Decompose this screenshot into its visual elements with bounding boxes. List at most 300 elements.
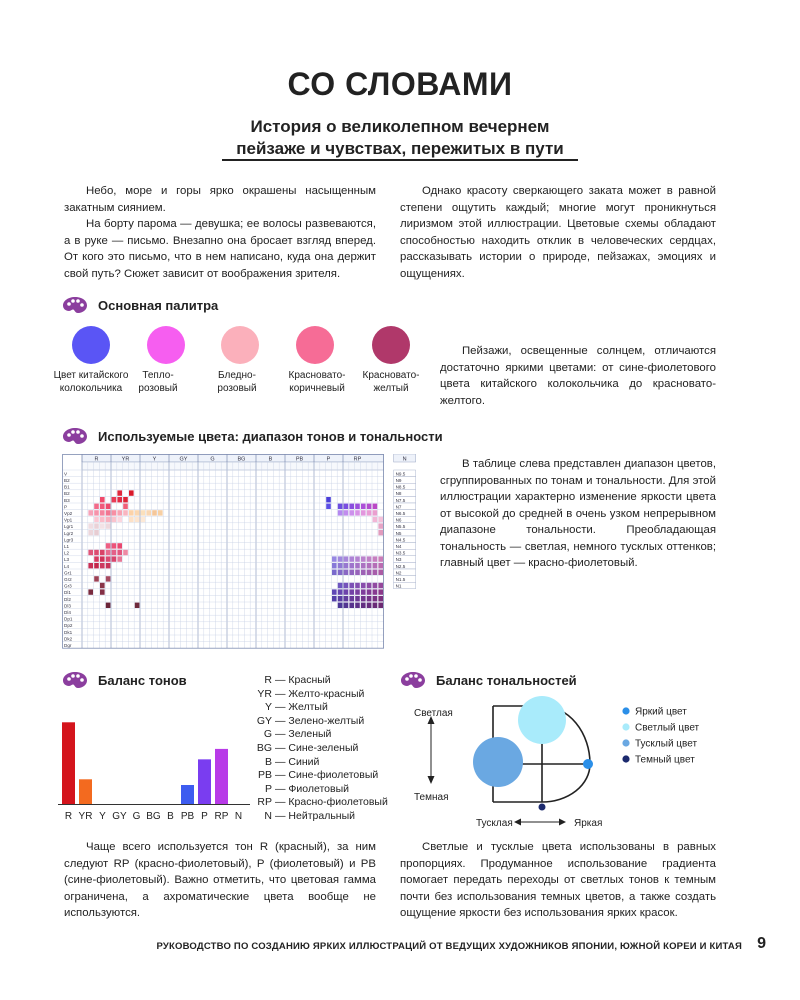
- color-cell: [361, 596, 366, 601]
- color-cell: [367, 563, 372, 568]
- row-label: Dp2: [64, 623, 73, 629]
- color-cell: [100, 583, 105, 588]
- color-cell: [378, 583, 383, 588]
- color-cell: [100, 563, 105, 568]
- hue-balance-description: [64, 839, 376, 922]
- color-cell: [94, 563, 99, 568]
- palette-text: Пейзажи, освещенные солнцем, отличаются достаточно яркими цветами: от сине-фиолетового цвета китайского колокольчика до красновато-желтого.: [440, 345, 716, 407]
- legend-light-dot: [622, 723, 629, 730]
- color-cell: [106, 603, 111, 608]
- color-cell: [361, 556, 366, 561]
- bar-yr: [79, 779, 92, 804]
- neutral-header-label: N: [402, 456, 407, 463]
- label-light: Светлая: [414, 708, 453, 719]
- arrow-right-icon: [559, 819, 566, 826]
- hue-header-y: Y: [152, 456, 157, 463]
- hue-legend-row: [240, 810, 390, 824]
- row-label: L4: [64, 563, 70, 569]
- neutral-label: N3: [395, 557, 402, 563]
- intro-right-column: [400, 183, 716, 282]
- color-cell: [332, 570, 337, 575]
- neutral-label: N9.5: [395, 471, 406, 477]
- row-label: B3: [64, 497, 70, 503]
- color-cell: [349, 596, 354, 601]
- color-cell: [112, 556, 117, 561]
- bar-p: [198, 759, 211, 804]
- hue-legend-row: [240, 728, 390, 742]
- label-bright: Яркая: [574, 818, 603, 829]
- neutral-label: N7: [395, 504, 402, 510]
- row-label: Gr1: [64, 570, 72, 576]
- row-label: Lgr3: [64, 537, 74, 543]
- color-cell: [326, 497, 331, 502]
- color-cell: [378, 596, 383, 601]
- hue-legend-name: — Синий: [275, 755, 320, 768]
- color-cell: [355, 583, 360, 588]
- hue-legend-row: [240, 715, 390, 729]
- row-label: Dl4: [64, 610, 71, 615]
- row-label: Dp1: [64, 616, 73, 622]
- hue-legend-code: GY: [256, 714, 272, 727]
- color-cell: [367, 556, 372, 561]
- hue-legend-name: — Красно-фиолетовый: [275, 796, 388, 809]
- color-cell: [332, 596, 337, 601]
- row-label: Lgr1: [64, 524, 74, 530]
- color-cell: [378, 517, 383, 522]
- neutral-label: N5: [395, 530, 402, 536]
- tones-title-text: Используемые цвета: диапазон тонов и тональности: [98, 428, 443, 444]
- color-cell: [338, 563, 343, 568]
- color-cell: [378, 523, 383, 528]
- row-label: P: [64, 504, 68, 510]
- color-cell: [141, 517, 146, 522]
- hue-legend-code: YR: [257, 687, 272, 700]
- row-label: Dk2: [64, 636, 73, 642]
- dark-color-marker: [539, 804, 546, 811]
- palette-icon: [400, 671, 426, 689]
- hue-header-p: P: [326, 456, 331, 463]
- intro-left-column: [64, 183, 376, 282]
- intro-left-para-2: На борту парома — девушка; ее волосы развеваются, а в руке — письмо. Внезапно она бросает взгляд вперед. От кого это письмо, что в нем написано, куда она держит свой путь? Сюжет зависит от воображения зрителя.: [64, 218, 376, 280]
- color-cell: [332, 556, 337, 561]
- hue-legend-row: [240, 742, 390, 756]
- color-cell: [123, 550, 128, 555]
- swatch-label: Красновато-желтый: [362, 370, 420, 394]
- neutral-label: N2.5: [395, 563, 406, 569]
- neutral-label: N4.5: [395, 537, 406, 543]
- hue-legend-code: P: [264, 782, 272, 795]
- intro-left-para-1: Небо, море и горы ярко окрашены насыщенным закатным сиянием.: [64, 185, 376, 214]
- color-cell: [94, 576, 99, 581]
- color-cell: [123, 504, 128, 509]
- color-cell: [117, 490, 122, 495]
- hue-header-pb: PB: [295, 456, 304, 463]
- color-cell: [355, 589, 360, 594]
- neutral-label: N7.5: [395, 497, 406, 503]
- color-cell: [355, 570, 360, 575]
- hue-header-yr: YR: [121, 456, 130, 463]
- color-cell: [88, 563, 93, 568]
- tick-label-gy: GY: [112, 811, 127, 822]
- color-cell: [373, 570, 378, 575]
- subtitle-underline: [222, 159, 578, 161]
- legend-dull: Тусклый цвет: [635, 738, 698, 750]
- color-cell: [361, 570, 366, 575]
- hue-legend-name: — Сине-зеленый: [275, 741, 359, 754]
- color-cell: [100, 523, 105, 528]
- color-cell: [349, 583, 354, 588]
- neutral-label: N3.5: [395, 550, 406, 556]
- color-cell: [88, 510, 93, 515]
- color-cell: [367, 504, 372, 509]
- neutral-label: N1: [395, 583, 402, 589]
- tone-balance-title-text: Баланс тональностей: [436, 672, 577, 688]
- color-cell: [100, 504, 105, 509]
- color-cell: [94, 523, 99, 528]
- color-cell: [361, 603, 366, 608]
- color-cell: [355, 596, 360, 601]
- hue-legend-row: [240, 701, 390, 715]
- hue-legend: [240, 674, 390, 824]
- color-cell: [117, 497, 122, 502]
- palette-swatches: [53, 326, 420, 416]
- row-label: B2: [64, 491, 70, 497]
- hue-balance-chart: [58, 706, 250, 826]
- tones-description: [440, 456, 716, 572]
- bar-r: [62, 722, 75, 804]
- color-cell: [117, 517, 122, 522]
- color-cell: [349, 504, 354, 509]
- color-cell: [367, 570, 372, 575]
- row-label: L1: [64, 544, 70, 549]
- row-label: Gr2: [64, 577, 72, 582]
- color-cell: [367, 583, 372, 588]
- row-label: Vp2: [64, 511, 73, 516]
- color-cell: [88, 589, 93, 594]
- hue-legend-code: G: [263, 728, 272, 741]
- color-cell: [361, 563, 366, 568]
- light-color-marker: [518, 696, 566, 744]
- row-label: B2: [64, 478, 70, 483]
- label-dark: Темная: [414, 792, 449, 803]
- neutral-label: N9: [395, 478, 402, 483]
- color-cell: [344, 596, 349, 601]
- hue-legend-name: — Зеленый: [275, 728, 332, 741]
- color-cell: [378, 563, 383, 568]
- legend-dull-dot: [622, 739, 629, 746]
- palette-icon: [62, 427, 88, 445]
- color-cell: [152, 510, 157, 515]
- color-cell: [117, 510, 122, 515]
- color-cell: [94, 530, 99, 535]
- row-label: Dl2: [64, 596, 71, 602]
- color-cell: [112, 550, 117, 555]
- tick-label-rp: RP: [214, 811, 229, 822]
- row-label: Dl3: [64, 603, 71, 609]
- hue-legend-name: — Желто-красный: [275, 687, 365, 700]
- color-cell: [367, 510, 372, 515]
- row-label: Dk1: [64, 629, 73, 635]
- hue-header-gy: GY: [179, 456, 188, 463]
- color-cell: [349, 510, 354, 515]
- hue-legend-code: R: [264, 674, 272, 686]
- row-label: Gr3: [64, 583, 72, 589]
- color-cell: [106, 576, 111, 581]
- color-cell: [94, 556, 99, 561]
- color-cell: [344, 583, 349, 588]
- hue-header-b: B: [268, 456, 273, 463]
- hue-header-bg: BG: [237, 456, 246, 463]
- color-cell: [117, 543, 122, 548]
- neutral-label: N2: [395, 570, 402, 576]
- tone-balance-description: [400, 839, 716, 922]
- color-cell: [338, 570, 343, 575]
- neutral-label: N8: [395, 491, 402, 497]
- swatch-label: Цвет китайского колокольчика: [53, 370, 129, 394]
- color-cell: [88, 523, 93, 528]
- color-cell: [349, 589, 354, 594]
- color-cell: [344, 504, 349, 509]
- arrow-left-icon: [514, 819, 521, 826]
- color-cell: [129, 510, 134, 515]
- color-cell: [332, 589, 337, 594]
- color-cell: [378, 570, 383, 575]
- color-cell: [373, 517, 378, 522]
- tone-balance-diagram: [400, 694, 720, 834]
- color-cell: [141, 510, 146, 515]
- legend-dark-dot: [622, 755, 629, 762]
- legend-bright: Яркий цвет: [635, 706, 687, 718]
- palette-icon: [62, 671, 88, 689]
- tone-range-table: [62, 454, 434, 650]
- color-cell: [100, 556, 105, 561]
- color-cell: [373, 510, 378, 515]
- color-cell: [361, 510, 366, 515]
- color-cell: [355, 510, 360, 515]
- tone-balance-title: [400, 671, 577, 689]
- palette-icon: [62, 296, 88, 314]
- color-cell: [106, 543, 111, 548]
- color-cell: [146, 510, 151, 515]
- color-cell: [344, 563, 349, 568]
- hue-legend-row: [240, 769, 390, 783]
- swatch-label: Красновато-коричневый: [288, 370, 346, 394]
- color-cell: [338, 603, 343, 608]
- bar-pb: [181, 785, 194, 804]
- neutral-label: N6: [395, 517, 402, 523]
- swatch-bellflower: [72, 326, 110, 364]
- tick-label-p: P: [201, 811, 208, 822]
- label-dull: Тусклая: [476, 818, 513, 829]
- hue-balance-title: [62, 671, 187, 689]
- color-cell: [106, 517, 111, 522]
- color-cell: [355, 563, 360, 568]
- color-cell: [112, 517, 117, 522]
- color-cell: [106, 504, 111, 509]
- color-cell: [135, 603, 140, 608]
- color-cell: [373, 603, 378, 608]
- color-cell: [355, 504, 360, 509]
- color-cell: [100, 510, 105, 515]
- intro-right-para-1: Однако красоту сверкающего заката может в равной степени ощутить каждый; многие могут проникнуться лиризмом этой иллюстрации. Цветовые схемы обладают способностью находить отклик в человеческих сердцах, рассказывать истории о природе, пейзажах, эмоциях и ощущениях.: [400, 185, 716, 280]
- swatch-label: Бледно-розовый: [217, 370, 257, 394]
- color-cell: [112, 543, 117, 548]
- page-title: СО СЛОВАМИ: [287, 66, 513, 102]
- color-cell: [344, 589, 349, 594]
- arrow-down-icon: [428, 776, 435, 784]
- hue-legend-name: — Сине-фиолетовый: [275, 769, 379, 782]
- hue-legend-name: — Нейтральный: [275, 809, 356, 822]
- color-cell: [158, 510, 163, 515]
- neutral-label: N1.5: [395, 577, 406, 582]
- color-cell: [373, 556, 378, 561]
- color-cell: [344, 510, 349, 515]
- hue-legend-row: [240, 783, 390, 797]
- palette-title-text: Основная палитра: [98, 297, 219, 313]
- legend-light: Светлый цвет: [635, 722, 700, 734]
- color-cell: [106, 563, 111, 568]
- color-cell: [361, 504, 366, 509]
- bar-rp: [215, 749, 228, 804]
- bright-color-marker: [583, 759, 593, 769]
- color-cell: [106, 550, 111, 555]
- color-cell: [338, 504, 343, 509]
- neutral-label: N6.5: [395, 511, 406, 516]
- color-cell: [367, 589, 372, 594]
- tones-text: В таблице слева представлен диапазон цветов, сгруппированных по тонам и тональности. Для этой иллюстрации характерно изменение яркости цвета от высокой до средней в очень узком непрерывном диапазоне тональности. Преобладающая тональность — светлая, немного тусклых оттенков; главный цвет — красно-фиолетовый.: [440, 458, 716, 569]
- hue-header-rp: RP: [353, 456, 362, 463]
- color-cell: [123, 510, 128, 515]
- hue-legend-name: — Зелено-желтый: [275, 714, 365, 727]
- color-cell: [338, 596, 343, 601]
- color-cell: [361, 583, 366, 588]
- hue-legend-row: [240, 756, 390, 770]
- row-label: B1: [64, 484, 70, 490]
- palette-description: [440, 343, 716, 409]
- row-label: Vp1: [64, 517, 73, 523]
- hue-legend-code: B: [264, 755, 272, 768]
- tick-label-b: B: [167, 811, 174, 822]
- color-cell: [367, 603, 372, 608]
- tone-balance-text: Светлые и тусклые цвета использованы в равных пропорциях. Продуманное использование градиента помогает передать переходы от светлых тонов к темным почти без использования темных цветов, а также создать ощущение яркости без использования ярких красок.: [400, 841, 716, 919]
- hue-header-g: G: [210, 456, 215, 463]
- color-cell: [355, 603, 360, 608]
- tick-label-bg: BG: [146, 811, 161, 822]
- hue-legend-code: Y: [264, 701, 272, 714]
- swatch-label: Тепло-розовый: [138, 370, 178, 394]
- color-cell: [378, 589, 383, 594]
- color-cell: [344, 603, 349, 608]
- color-cell: [338, 589, 343, 594]
- color-cell: [373, 583, 378, 588]
- color-cell: [88, 550, 93, 555]
- subtitle-line-1: История о великолепном вечернем: [250, 117, 550, 136]
- hue-legend-row: [240, 688, 390, 702]
- palette-section-title: [62, 296, 218, 314]
- color-cell: [332, 563, 337, 568]
- tick-label-pb: PB: [180, 811, 195, 822]
- row-label: L3: [64, 557, 70, 563]
- color-cell: [100, 550, 105, 555]
- color-cell: [100, 517, 105, 522]
- hue-balance-text: Чаще всего используется тон R (красный), за ним следуют RP (красно-фиолетовый), P (фиолетовый) и PB (сине-фиолетовый). Важно отметить, что цветовая гамма ограничена, а ахроматические цвета вообще не используются.: [64, 841, 376, 919]
- swatch-pale-pink: [221, 326, 259, 364]
- hue-legend-row: [240, 796, 390, 810]
- color-cell: [378, 530, 383, 535]
- swatch-warm-pink: [147, 326, 185, 364]
- color-cell: [349, 603, 354, 608]
- row-label: V: [64, 471, 68, 477]
- hue-legend-name: — Красный: [275, 674, 331, 686]
- color-cell: [349, 570, 354, 575]
- neutral-label: N5.5: [395, 524, 406, 530]
- color-cell: [355, 556, 360, 561]
- color-cell: [117, 556, 122, 561]
- row-label: Lgr2: [64, 530, 74, 536]
- color-cell: [112, 510, 117, 515]
- color-cell: [129, 517, 134, 522]
- row-label: Dl1: [64, 590, 71, 596]
- hue-legend-code: N: [264, 809, 272, 822]
- color-cell: [349, 563, 354, 568]
- tick-label-n: N: [234, 811, 243, 822]
- hue-legend-code: RP: [257, 796, 272, 809]
- color-cell: [94, 510, 99, 515]
- tick-label-yr: YR: [78, 811, 93, 822]
- subtitle-line-2: пейзаже и чувствах, пережитых в пути: [236, 139, 564, 158]
- color-cell: [349, 556, 354, 561]
- swatch-reddish-brown: [296, 326, 334, 364]
- page-footer: РУКОВОДСТВО ПО СОЗДАНИЮ ЯРКИХ ИЛЛЮСТРАЦИЙ ОТ ВЕДУЩИХ ХУДОЖНИКОВ ЯПОНИИ, ЮЖНОЙ КОРЕИ И КИТАЯ: [156, 941, 742, 952]
- tick-label-y: Y: [99, 811, 106, 822]
- color-cell: [344, 556, 349, 561]
- row-label: Dgr: [64, 643, 72, 648]
- hue-legend-row: [240, 674, 390, 688]
- legend-dark: Темный цвет: [635, 754, 695, 766]
- row-label: L2: [64, 550, 70, 556]
- hue-balance-title-text: Баланс тонов: [98, 672, 187, 688]
- neutral-label: N8.5: [395, 484, 406, 490]
- legend-bright-dot: [622, 707, 629, 714]
- color-cell: [94, 517, 99, 522]
- color-cell: [100, 589, 105, 594]
- color-cell: [106, 556, 111, 561]
- hue-legend-name: — Фиолетовый: [275, 782, 350, 795]
- color-cell: [117, 550, 122, 555]
- page-subtitle: [0, 116, 800, 160]
- color-cell: [106, 510, 111, 515]
- color-cell: [338, 583, 343, 588]
- hue-legend-code: BG: [256, 741, 272, 754]
- color-cell: [94, 550, 99, 555]
- color-cell: [129, 490, 134, 495]
- swatch-reddish-yellow: [372, 326, 410, 364]
- color-cell: [361, 589, 366, 594]
- tones-section-title: [62, 427, 443, 445]
- color-cell: [367, 596, 372, 601]
- color-cell: [135, 517, 140, 522]
- color-cell: [106, 523, 111, 528]
- color-cell: [373, 596, 378, 601]
- hue-legend-name: — Желтый: [275, 701, 328, 714]
- color-cell: [378, 603, 383, 608]
- neutral-label: N4: [395, 544, 402, 549]
- color-cell: [112, 497, 117, 502]
- color-cell: [123, 497, 128, 502]
- color-cell: [135, 510, 140, 515]
- color-cell: [100, 497, 105, 502]
- color-cell: [373, 589, 378, 594]
